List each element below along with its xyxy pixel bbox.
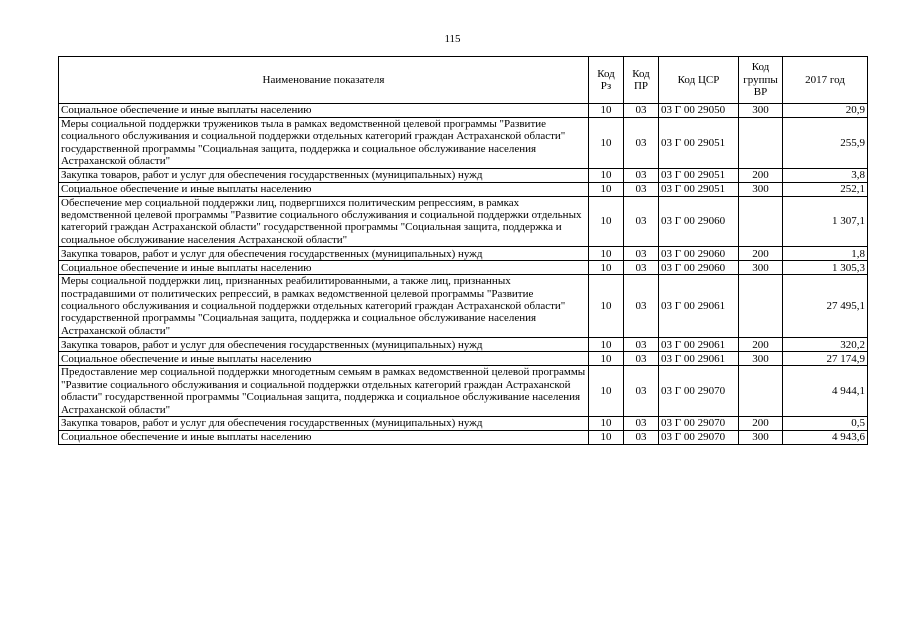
row-csr: 03 Г 00 29061 [659, 275, 739, 338]
row-csr: 03 Г 00 29070 [659, 366, 739, 417]
row-vr: 200 [739, 247, 783, 261]
row-csr: 03 Г 00 29061 [659, 352, 739, 366]
table-row [59, 196, 868, 247]
row-vr: 200 [739, 416, 783, 430]
row-name: Меры социальной поддержки лиц, признанных реабилитированными, а также лиц, признанных пострадавшими от политических репрессий, в рамках ведомственной целевой программы "Развитие социального обслуживания и социальной поддержки отдельных категорий граждан Астраханской области" государственной программы "Социальная защита, поддержка и социальное обслуживание населения Астраханской области" [59, 275, 589, 338]
row-vr: 200 [739, 168, 783, 182]
row-pr: 03 [624, 261, 659, 275]
row-amount: 1 305,3 [783, 261, 868, 275]
row-vr: 200 [739, 338, 783, 352]
row-pr: 03 [624, 196, 659, 247]
row-vr [739, 275, 783, 338]
row-csr: 03 Г 00 29061 [659, 338, 739, 352]
table-row [59, 118, 868, 169]
row-rz: 10 [589, 275, 624, 338]
row-csr: 03 Г 00 29051 [659, 168, 739, 182]
row-pr: 03 [624, 416, 659, 430]
row-amount: 0,5 [783, 416, 868, 430]
row-pr: 03 [624, 275, 659, 338]
row-rz: 10 [589, 196, 624, 247]
budget-table [58, 56, 868, 445]
header-csr: Код ЦСР [659, 57, 739, 104]
row-vr: 300 [739, 352, 783, 366]
table-header-row [59, 57, 868, 104]
row-rz: 10 [589, 118, 624, 169]
row-rz: 10 [589, 416, 624, 430]
row-amount: 1,8 [783, 247, 868, 261]
row-name: Предоставление мер социальной поддержки многодетным семьям в рамках ведомственной целевой программы "Развитие социального обслуживания и социальной поддержки отдельных категорий граждан Астраханской области" государственной программы "Социальная защита, поддержка и социальное обслуживание населения Астраханской области" [59, 366, 589, 417]
row-pr: 03 [624, 366, 659, 417]
row-rz: 10 [589, 168, 624, 182]
row-csr: 03 Г 00 29070 [659, 430, 739, 444]
header-name: Наименование показателя [59, 57, 589, 104]
row-amount: 20,9 [783, 104, 868, 118]
row-amount: 1 307,1 [783, 196, 868, 247]
row-pr: 03 [624, 338, 659, 352]
row-rz: 10 [589, 261, 624, 275]
row-name: Закупка товаров, работ и услуг для обеспечения государственных (муниципальных) нужд [59, 168, 589, 182]
row-amount: 4 943,6 [783, 430, 868, 444]
row-vr: 300 [739, 430, 783, 444]
row-amount: 27 495,1 [783, 275, 868, 338]
row-vr [739, 118, 783, 169]
row-rz: 10 [589, 338, 624, 352]
row-csr: 03 Г 00 29070 [659, 416, 739, 430]
row-amount: 320,2 [783, 338, 868, 352]
row-amount: 252,1 [783, 182, 868, 196]
row-vr: 300 [739, 182, 783, 196]
page-number: 115 [444, 33, 461, 45]
row-pr: 03 [624, 118, 659, 169]
row-amount: 4 944,1 [783, 366, 868, 417]
row-rz: 10 [589, 247, 624, 261]
row-name: Обеспечение мер социальной поддержки лиц, подвергшихся политическим репрессиям, в рамках ведомственной целевой программы "Развитие социального обслуживания и социальной поддержки отдельных категорий граждан Астраханской области" государственной программы "Социальная защита, поддержка и социальное обслуживание населения Астраханской области" [59, 196, 589, 247]
table-row [59, 275, 868, 338]
row-vr [739, 366, 783, 417]
row-rz: 10 [589, 352, 624, 366]
row-amount: 255,9 [783, 118, 868, 169]
row-amount: 27 174,9 [783, 352, 868, 366]
row-amount: 3,8 [783, 168, 868, 182]
row-csr: 03 Г 00 29060 [659, 196, 739, 247]
row-name: Социальное обеспечение и иные выплаты населению [59, 430, 589, 444]
row-name: Закупка товаров, работ и услуг для обеспечения государственных (муниципальных) нужд [59, 247, 589, 261]
row-rz: 10 [589, 430, 624, 444]
table-row [59, 416, 868, 430]
row-name: Социальное обеспечение и иные выплаты населению [59, 182, 589, 196]
row-pr: 03 [624, 247, 659, 261]
table-row [59, 430, 868, 444]
table-row [59, 168, 868, 182]
row-csr: 03 Г 00 29050 [659, 104, 739, 118]
header-pr: Код ПР [624, 57, 659, 104]
row-rz: 10 [589, 182, 624, 196]
row-name: Закупка товаров, работ и услуг для обеспечения государственных (муниципальных) нужд [59, 338, 589, 352]
header-rz: Код Рз [589, 57, 624, 104]
table-row [59, 366, 868, 417]
row-pr: 03 [624, 352, 659, 366]
row-vr [739, 196, 783, 247]
table-row [59, 352, 868, 366]
row-name: Закупка товаров, работ и услуг для обеспечения государственных (муниципальных) нужд [59, 416, 589, 430]
table-row [59, 338, 868, 352]
row-name: Социальное обеспечение и иные выплаты населению [59, 352, 589, 366]
row-csr: 03 Г 00 29051 [659, 182, 739, 196]
row-pr: 03 [624, 182, 659, 196]
header-year: 2017 год [783, 57, 868, 104]
row-vr: 300 [739, 104, 783, 118]
row-rz: 10 [589, 366, 624, 417]
table-row [59, 247, 868, 261]
row-pr: 03 [624, 104, 659, 118]
row-csr: 03 Г 00 29051 [659, 118, 739, 169]
table-row [59, 182, 868, 196]
row-csr: 03 Г 00 29060 [659, 247, 739, 261]
row-csr: 03 Г 00 29060 [659, 261, 739, 275]
table-row [59, 104, 868, 118]
row-rz: 10 [589, 104, 624, 118]
table-row [59, 261, 868, 275]
row-name: Меры социальной поддержки тружеников тыла в рамках ведомственной целевой программы "Развитие социального обслуживания и социальной поддержки отдельных категорий граждан Астраханской области" государственной программы "Социальная защита, поддержка и социальное обслуживание населения Астраханской области" [59, 118, 589, 169]
row-vr: 300 [739, 261, 783, 275]
row-name: Социальное обеспечение и иные выплаты населению [59, 261, 589, 275]
row-name: Социальное обеспечение и иные выплаты населению [59, 104, 589, 118]
row-pr: 03 [624, 168, 659, 182]
row-pr: 03 [624, 430, 659, 444]
header-vr: Код группы ВР [739, 57, 783, 104]
